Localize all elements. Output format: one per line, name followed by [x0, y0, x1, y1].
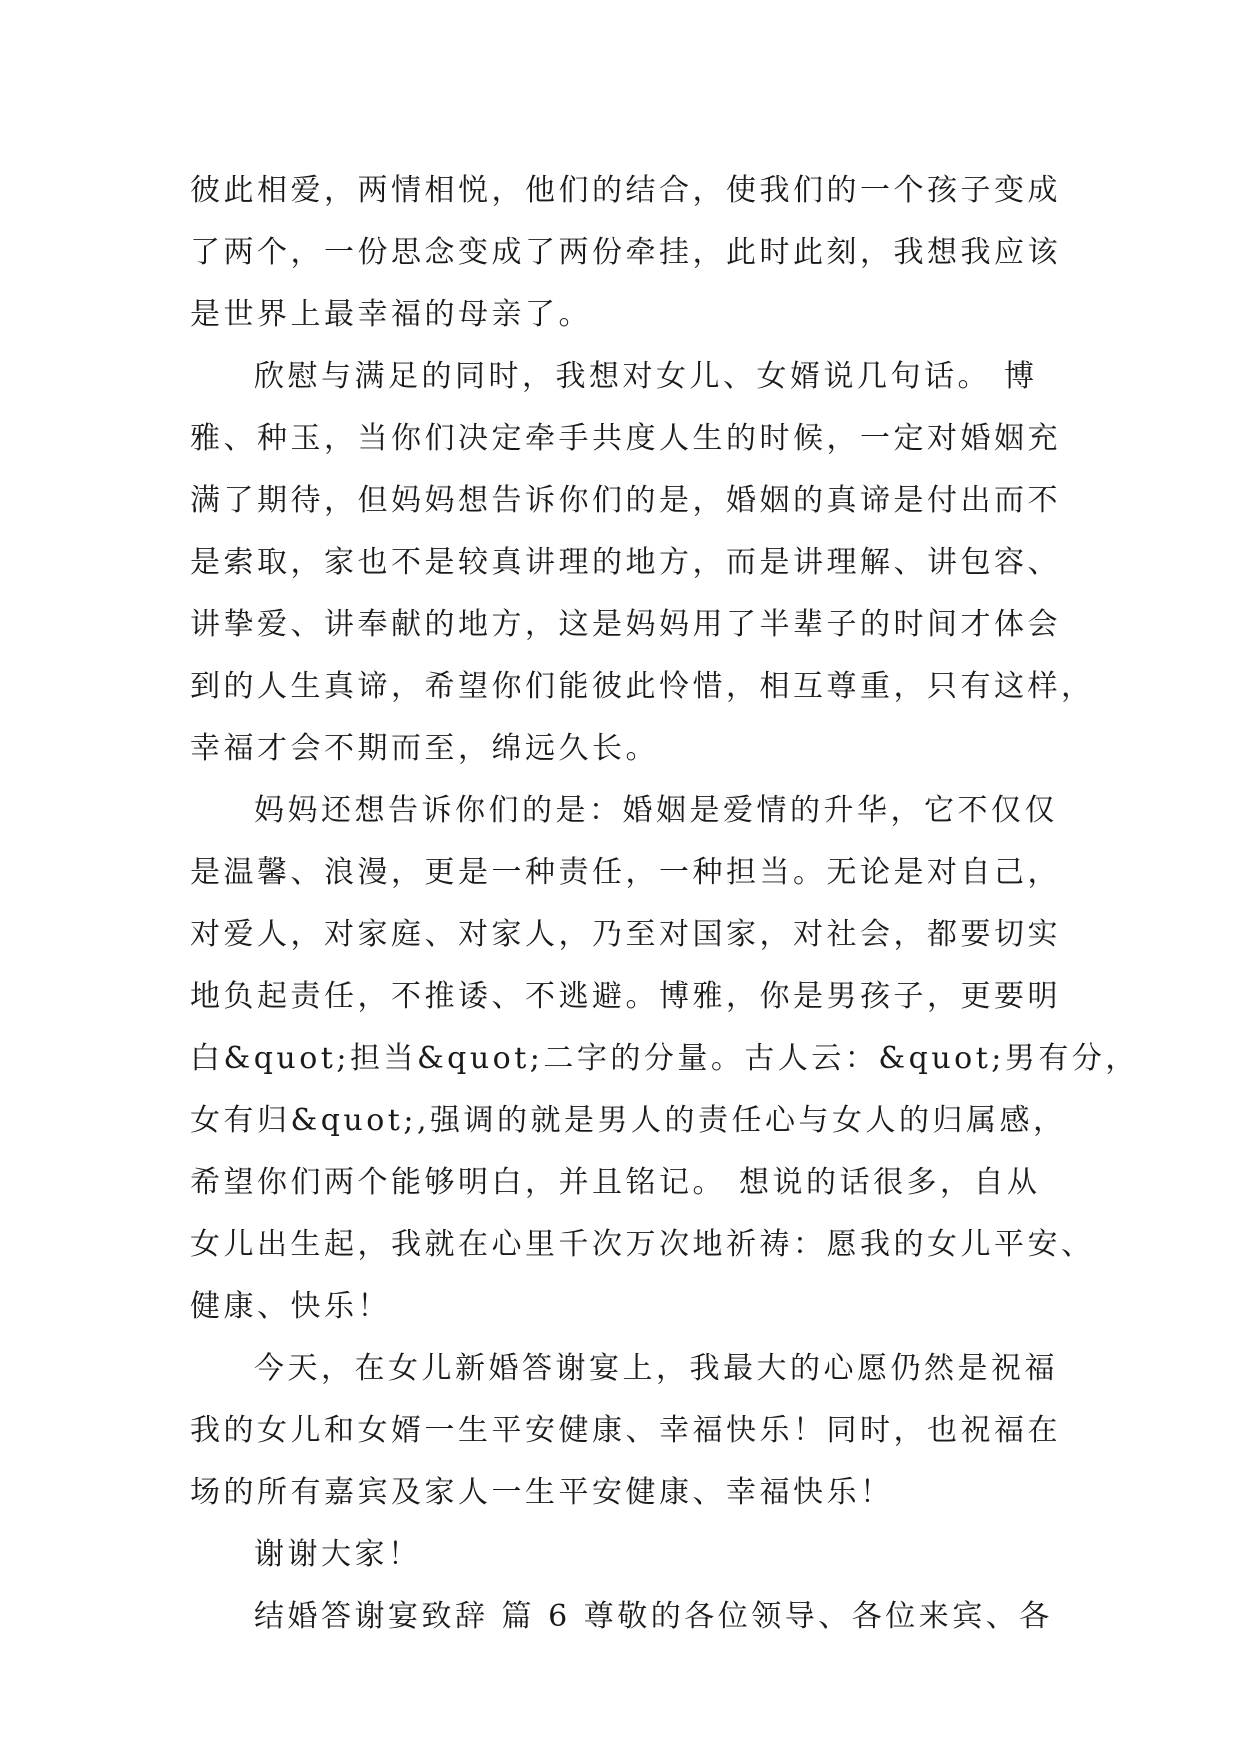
- text-line: 满了期待，但妈妈想告诉你们的是，婚姻的真谛是付出而不: [190, 483, 1061, 518]
- paragraph-start-line: 谢谢大家！: [254, 1537, 422, 1572]
- document-body: [190, 160, 1139, 1648]
- text-line: 我的女儿和女婿一生平安健康、幸福快乐！同时，也祝福在: [190, 1413, 1061, 1448]
- text-line: 雅、种玉，当你们决定牵手共度人生的时候，一定对婚姻充: [190, 421, 1061, 456]
- text-line: 彼此相爱，两情相悦，他们的结合，使我们的一个孩子变成: [190, 173, 1061, 208]
- text-line: 女有归&quot;,强调的就是男人的责任心与女人的归属感，: [190, 1103, 1067, 1138]
- text-line: 女儿出生起，我就在心里千次万次地祈祷：愿我的女儿平安、: [190, 1227, 1095, 1262]
- text-line: 讲挚爱、讲奉献的地方，这是妈妈用了半辈子的时间才体会: [190, 607, 1061, 642]
- text-line: 到的人生真谛，希望你们能彼此怜惜，相互尊重，只有这样，: [190, 669, 1095, 704]
- text-line: 健康、快乐！: [190, 1289, 391, 1324]
- text-line: 是温馨、浪漫，更是一种责任，一种担当。无论是对自己，: [190, 855, 1061, 890]
- text-line: 是世界上最幸福的母亲了。: [190, 297, 592, 332]
- text-line: 是索取，家也不是较真讲理的地方，而是讲理解、讲包容、: [190, 545, 1061, 580]
- text-line: 地负起责任，不推诿、不逃避。博雅，你是男孩子，更要明: [190, 979, 1061, 1014]
- paragraph-start-line: 今天，在女儿新婚答谢宴上，我最大的心愿仍然是祝福: [254, 1351, 1058, 1386]
- text-line: 对爱人，对家庭、对家人，乃至对国家，对社会，都要切实: [190, 917, 1061, 952]
- paragraph-start-line: 结婚答谢宴致辞 篇 6 尊敬的各位领导、各位来宾、各: [254, 1599, 1053, 1634]
- text-line: 白&quot;担当&quot;二字的分量。古人云：&quot;男有分，: [190, 1041, 1139, 1076]
- paragraph-start-line: 欣慰与满足的同时，我想对女儿、女婿说几句话。 博: [254, 359, 1038, 394]
- paragraph-start-line: 妈妈还想告诉你们的是：婚姻是爱情的升华，它不仅仅: [254, 793, 1058, 828]
- text-line: 场的所有嘉宾及家人一生平安健康、幸福快乐！: [190, 1475, 894, 1510]
- text-line: 幸福才会不期而至，绵远久长。: [190, 731, 659, 766]
- text-line: 希望你们两个能够明白，并且铭记。 想说的话很多，自从: [190, 1165, 1041, 1200]
- text-line: 了两个，一份思念变成了两份牵挂，此时此刻，我想我应该: [190, 235, 1061, 270]
